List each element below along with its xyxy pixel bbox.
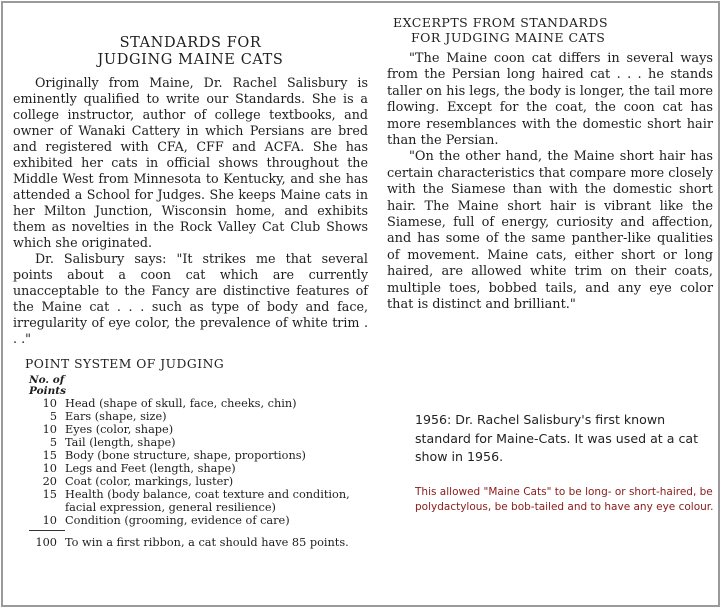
points-row xyxy=(29,488,351,514)
points-value: 10 xyxy=(42,462,57,475)
points-criterion: Ears (shape, size) xyxy=(65,410,167,423)
points-criterion: Head (shape of skull, face, cheeks, chin) xyxy=(65,397,297,410)
excerpt-paragraph-2: "On the other hand, the Maine short hair has certain characteristics that compare more closely with the Siamese than with the domestic short hair. The Maine short hair is vibrant like the Siamese, full of energy, curiosity and affection, and has some of the same panther-like qualities of movement. Maine cats, either short or long haired, are allowed white trim on their coats, multiple toes, bobbed tails, and any eye color that is distinct and brilliant." xyxy=(387,149,713,313)
points-value: 15 xyxy=(42,449,57,462)
standards-title xyxy=(13,35,368,69)
quote-paragraph: Dr. Salisbury says: "It strikes me that several points about a coon cat which are currently unacceptable to the Fancy are distinctive features of the Maine cat . . . such as type of body and face, irregularity of eye color, the prevalence of white trim . . ." xyxy=(13,251,368,346)
points-column-header xyxy=(29,375,368,397)
points-criterion: Tail (length, shape) xyxy=(65,436,176,449)
points-value: 5 xyxy=(49,410,57,423)
page-frame xyxy=(1,1,720,607)
standards-title-line1: STANDARDS FOR xyxy=(119,35,262,51)
points-value: 5 xyxy=(49,436,57,449)
points-criterion: To win a first ribbon, a cat should have 85 points. xyxy=(65,535,349,549)
points-value: 10 xyxy=(42,423,57,436)
points-header-line1: No. of xyxy=(29,374,65,386)
right-column xyxy=(387,15,713,314)
left-column xyxy=(13,15,368,549)
excerpts-title-line2: FOR JUDGING MAINE CATS xyxy=(411,30,606,45)
points-criterion: Coat (color, markings, luster) xyxy=(65,475,234,488)
points-value: 15 xyxy=(42,488,57,501)
excerpts-title-line1: EXCERPTS FROM STANDARDS xyxy=(393,15,609,30)
points-row xyxy=(29,475,351,488)
excerpt-paragraph-1: "The Maine coon cat differs in several ways from the Persian long haired cat . . . he stands taller on his legs, the body is longer, the tail more flowing. Except for the coat, the coon cat has more resemblances with the domestic short hair than the Persian. xyxy=(387,51,713,149)
caption-note xyxy=(415,411,715,515)
points-table xyxy=(29,397,351,549)
points-row xyxy=(29,449,351,462)
points-criterion: Body (bone structure, shape, proportions) xyxy=(65,449,306,462)
points-criterion: Health (body balance, coat texture and condition, facial expression, general resilience) xyxy=(65,488,350,514)
point-system-title: POINT SYSTEM OF JUDGING xyxy=(25,357,225,371)
points-total-row xyxy=(29,531,351,550)
standards-title-line2: JUDGING MAINE CATS xyxy=(97,52,284,68)
caption-main-text: 1956: Dr. Rachel Salisbury's first known standard for Maine-Cats. It was used at a cat show in 1956. xyxy=(415,412,699,464)
points-row xyxy=(29,462,351,475)
points-row xyxy=(29,436,351,449)
points-value: 10 xyxy=(42,397,57,410)
intro-paragraph: Originally from Maine, Dr. Rachel Salisbury is eminently qualified to write our Standards. She is a college instructor, author of college textbooks, and owner of Wanaki Cattery in which Persians are bred and registered with CFA, CFF and ACFA. She has exhibited her cats in official shows throughout the Middle West from Minnesota to Kentucky, and she has attended a School for Judges. She keeps Maine cats in her Milton Junction, Wisconsin home, and exhibits them as novelties in the Rock Valley Cat Club Shows which she originated. xyxy=(13,75,368,250)
points-row xyxy=(29,514,351,527)
excerpts-title xyxy=(393,15,713,45)
points-criterion: Eyes (color, shape) xyxy=(65,423,174,436)
points-criterion: Condition (grooming, evidence of care) xyxy=(65,514,290,527)
points-criterion: Legs and Feet (length, shape) xyxy=(65,462,236,475)
points-value: 100 xyxy=(35,536,57,549)
points-value: 20 xyxy=(42,475,57,488)
points-header-line2: Points xyxy=(29,385,67,397)
caption-sub-text: This allowed "Maine Cats" to be long- or short-haired, be polydactylous, be bob-tailed and to have any eye colour. xyxy=(415,485,714,513)
points-row xyxy=(29,410,351,423)
points-row xyxy=(29,397,351,410)
points-value: 10 xyxy=(42,514,57,527)
points-row xyxy=(29,423,351,436)
